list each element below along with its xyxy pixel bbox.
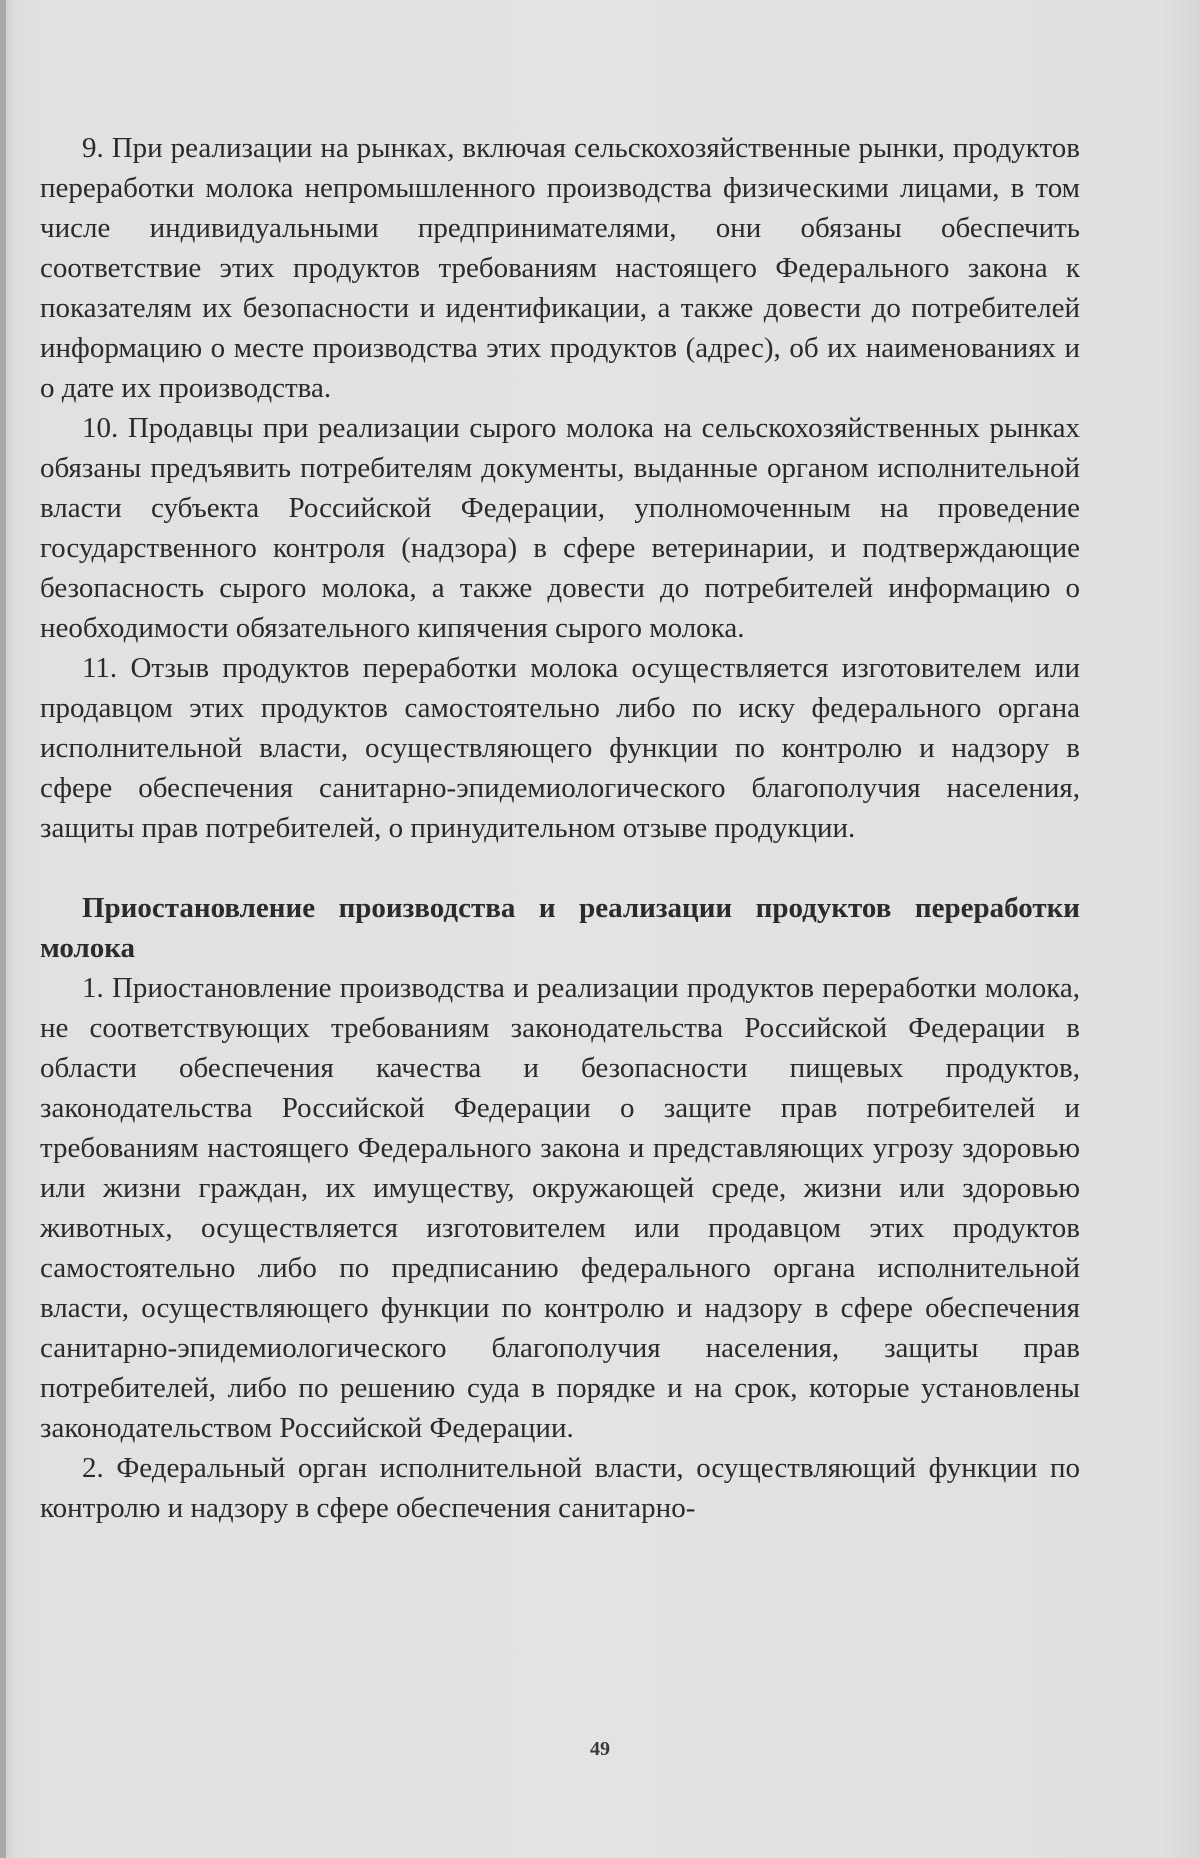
paragraph-9: 9. При реализации на рынках, включая сельскохозяйственные рынки, продуктов переработки молока непромышленного производства физическими лицами, в том числе индивидуальными предпринимателями, они обязаны обеспечить соответствие этих продуктов требованиям настоящего Федерального закона к показателям их безопасности и идентификации, а также довести до потребителей информацию о месте производства этих продуктов (адрес), об их наименованиях и о дате их производства. (40, 132, 1080, 404)
page-binding-edge (0, 0, 6, 1858)
paragraph-10: 10. Продавцы при реализации сырого молока на сельскохозяйственных рынках обязаны предъявить потребителям документы, выданные органом исполнительной власти субъекта Российской Федерации, уполномоченным на проведение государственного контроля (надзора) в сфере ветеринарии, и подтверждающие безопасность сырого молока, а также довести до потребителей информацию о необходимости обязательного кипячения сырого молока. (40, 412, 1080, 644)
paragraph-section-1: 1. Приостановление производства и реализации продуктов переработки молока, не соответствующих требованиям законодательства Российской Федерации в области обеспечения качества и безопасности пищевых продуктов, законодательства Российской Федерации о защите прав потребителей и требованиям настоящего Федерального закона и представляющих угрозу здоровью или жизни граждан, их имуществу, окружающей среде, жизни или здоровью животных, осуществляется изготовителем или продавцом этих продуктов самостоятельно либо по предписанию федерального органа исполнительной власти, осуществляющего функции по контролю и надзору в сфере обеспечения санитарно-эпидемиологического благополучия населения, защиты прав потребителей, либо по решению суда в порядке и на срок, которые установлены законодательством Российской Федерации. (40, 972, 1080, 1444)
page-number: 49 (590, 1738, 610, 1760)
page-content (40, 128, 1080, 1528)
paragraph-11: 11. Отзыв продуктов переработки молока осуществляется изготовителем или продавцом этих продуктов самостоятельно либо по иску федерального органа исполнительной власти, осуществляющего функции по контролю и надзору в сфере обеспечения санитарно-эпидемиологического благополучия населения, защиты прав потребителей, о принудительном отзыве продукции. (40, 652, 1080, 844)
paragraph-section-2: 2. Федеральный орган исполнительной власти, осуществляющий функции по контролю и надзору в сфере обеспечения санитарно- (40, 1452, 1080, 1524)
section-heading: Приостановление производства и реализации продуктов переработки молока (40, 892, 1080, 964)
